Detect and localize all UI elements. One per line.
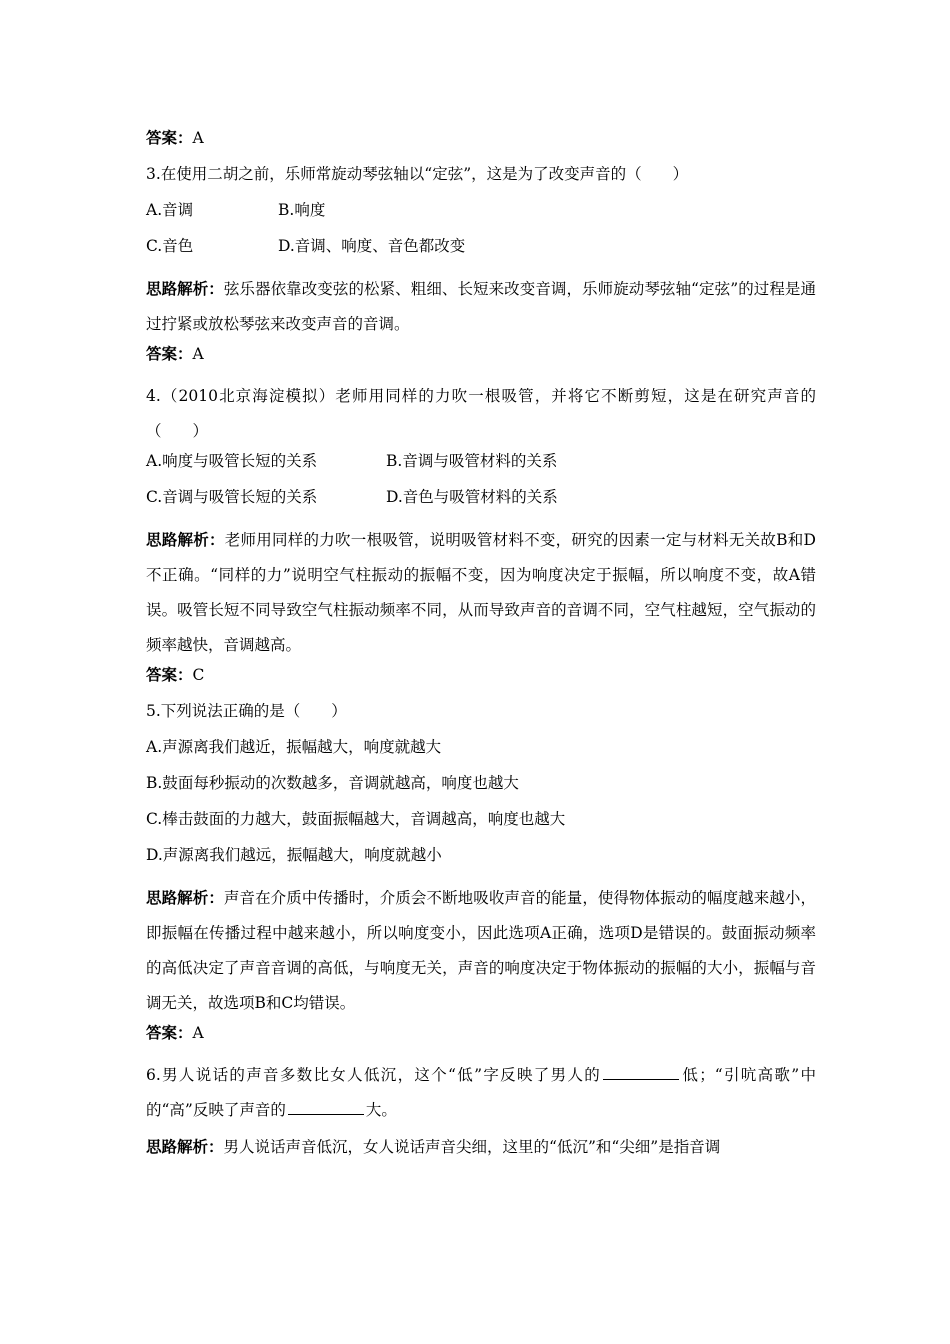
q4-option-a: A.响度与吸管长短的关系 [146, 452, 318, 470]
analysis-text: 弦乐器依靠改变弦的松紧、粗细、长短来改变音调，乐师旋动琴弦轴“定弦”的过程是通过拧紧或放松琴弦来改变声音的音调。 [146, 280, 816, 333]
q6-analysis [146, 1129, 816, 1165]
q6-stem-part-3: 大。 [365, 1101, 397, 1119]
q4-answer [146, 664, 816, 686]
analysis-text: 老师用同样的力吹一根吸管，说明吸管材料不变，研究的因素一定与材料无关故B和D不正确。“同样的力”说明空气柱振动的振幅不变，因为响度决定于振幅，所以响度不变，故A错误。吸管长短不同导致空气柱振动频率不同，从而导致声音的音调不同，空气柱越短，空气振动的频率越快，音调越高。 [146, 531, 816, 654]
q5-analysis [146, 880, 816, 1021]
answer-value: A [192, 345, 204, 363]
q3-option-a: A.音调 [146, 201, 194, 219]
q4-option-b: B.音调与吸管材料的关系 [386, 452, 558, 470]
q3-stem: 3.在使用二胡之前，乐师常旋动琴弦轴以“定弦”，这是为了改变声音的（ ） [146, 165, 689, 183]
analysis-label: 思路解析： [146, 888, 224, 907]
answer-label: 答案： [146, 1023, 193, 1042]
answer-label: 答案： [146, 665, 193, 684]
analysis-text: 男人说话声音低沉，女人说话声音尖细，这里的“低沉”和“尖细”是指音调 [223, 1138, 721, 1156]
q3-options-row-1 [146, 199, 816, 221]
analysis-label: 思路解析： [146, 1137, 224, 1156]
q5-answer [146, 1022, 816, 1044]
analysis-label: 思路解析： [146, 279, 224, 298]
answer-value: A [192, 1024, 204, 1042]
q4-options-row-1 [146, 450, 816, 472]
q2-answer [146, 127, 816, 149]
q4-stem: 4.（2010北京海淀模拟）老师用同样的力吹一根吸管，并将它不断剪短，这是在研究声音的（ ） [146, 387, 816, 440]
answer-label: 答案： [146, 128, 193, 147]
q5-option-b: B.鼓面每秒振动的次数越多，音调就越高，响度也越大 [146, 774, 519, 792]
q6-stem-part-2: 低；“引吭高歌”中的“高”反映了声音的 [146, 1066, 816, 1119]
answer-value: C [192, 666, 205, 684]
analysis-label: 思路解析： [146, 530, 225, 549]
q5-option-c: C.棒击鼓面的力越大，鼓面振幅越大，音调越高，响度也越大 [146, 810, 566, 828]
q5-option-d: D.声源离我们越远，振幅越大，响度就越小 [146, 846, 442, 864]
q3-options-row-2 [146, 235, 816, 257]
q3-option-b: B.响度 [278, 201, 326, 219]
answer-value: A [192, 129, 204, 147]
fill-blank-1[interactable] [603, 1065, 679, 1080]
q3-option-c: C.音色 [146, 237, 194, 255]
q3-option-d: D.音调、响度、音色都改变 [278, 237, 466, 255]
q4-option-d: D.音色与吸管材料的关系 [386, 488, 558, 506]
q3-analysis [146, 271, 816, 342]
q6-stem-part-1: 6.男人说话的声音多数比女人低沉，这个“低”字反映了男人的 [146, 1066, 602, 1084]
q6-stem [146, 1058, 816, 1128]
analysis-text: 声音在介质中传播时，介质会不断地吸收声音的能量，使得物体振动的幅度越来越小，即振幅在传播过程中越来越小，所以响度变小，因此选项A正确，选项D是错误的。鼓面振动频率的高低决定了声音音调的高低，与响度无关，声音的响度决定于物体振动的振幅的大小，振幅与音调无关，故选项B和C均错误。 [146, 889, 816, 1012]
answer-label: 答案： [146, 344, 193, 363]
q4-analysis [146, 522, 816, 663]
q4-options-row-2 [146, 486, 816, 508]
q5-stem: 5.下列说法正确的是（ ） [146, 702, 347, 720]
document-content [146, 127, 816, 1166]
q4-option-c: C.音调与吸管长短的关系 [146, 488, 318, 506]
q5-option-a: A.声源离我们越近，振幅越大，响度就越大 [146, 738, 442, 756]
fill-blank-2[interactable] [288, 1100, 364, 1115]
q3-answer [146, 343, 816, 365]
